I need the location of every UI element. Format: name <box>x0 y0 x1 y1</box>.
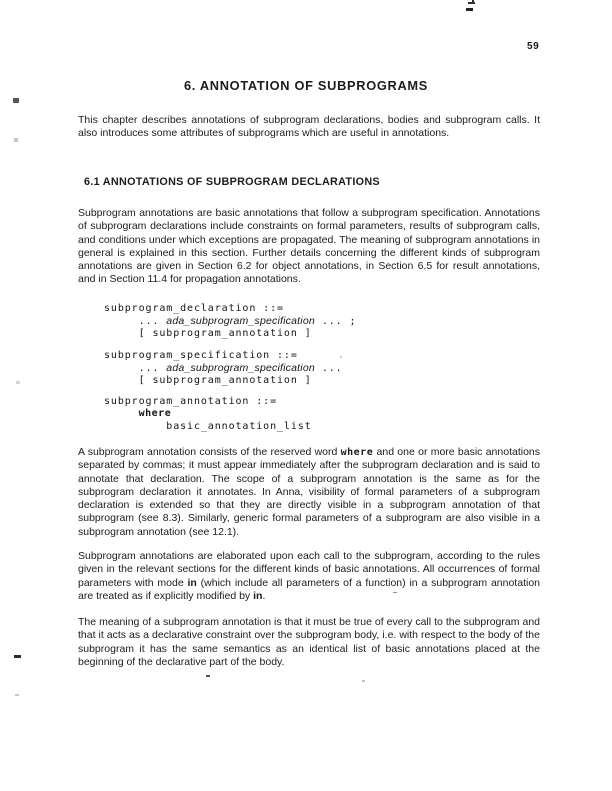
code-segment: [ subprogram_annotation ] <box>104 375 312 387</box>
body-paragraph-annotation-meaning <box>78 446 540 539</box>
scan-artifact <box>472 0 474 3</box>
scan-artifact <box>466 8 473 11</box>
code-segment: subprogram_specification ::= <box>104 349 298 361</box>
chapter-title: 6. ANNOTATION OF SUBPROGRAMS <box>183 78 429 93</box>
text-segment: in <box>187 576 197 589</box>
section-intro-paragraph <box>78 207 540 287</box>
text-segment: where <box>340 447 374 458</box>
body-paragraph-semantics <box>78 616 540 669</box>
syntax-line <box>104 375 356 387</box>
code-segment: ... <box>104 316 167 328</box>
section-heading: 6.1 ANNOTATIONS OF SUBPROGRAM DECLARATIONS <box>84 176 380 188</box>
syntax-line <box>104 396 356 408</box>
code-segment: [ subprogram_annotation ] <box>104 328 312 340</box>
scan-artifact <box>14 138 18 142</box>
syntax-line <box>104 408 356 420</box>
syntax-rule-subprogram-declaration <box>104 303 356 341</box>
code-segment: subprogram_declaration ::= <box>104 303 284 314</box>
scan-artifact <box>14 655 21 658</box>
code-segment: ... <box>314 362 343 374</box>
text-segment: . <box>262 589 266 602</box>
text-segment: This chapter describes annotations of subprogram declarations, bodies and subprogram calls. It also introduces some attributes of subprograms which are useful in annotations. <box>78 114 540 140</box>
scan-artifact <box>15 694 19 696</box>
code-segment: basic_annotation_list <box>104 420 312 432</box>
scan-artifact <box>13 98 19 103</box>
code-segment: ... ; <box>314 316 357 328</box>
syntax-line <box>104 421 356 433</box>
code-segment: ada_subprogram_specification <box>166 361 315 374</box>
scan-artifact <box>16 381 20 384</box>
text-segment: Subprogram annotations are basic annotations that follow a subprogram specification. Annotations of subprogram declarations include constraints on formal parameters, results of subprogram calls, and conditions under which exceptions are propagated. The meaning of subprogram annotations in general is explained in this section. Further details concerning the different kinds of subprogram annotations are given in Section 6.2 for object annotations, in Section 6.5 for result annotations, and in Section 11.4 for propagation annotations. <box>78 207 540 286</box>
syntax-line <box>104 350 356 362</box>
syntax-line <box>104 315 356 328</box>
scan-artifact <box>362 680 365 682</box>
code-segment: subprogram_annotation ::= <box>104 396 278 408</box>
code-segment: ... <box>104 362 167 374</box>
text-segment: A subprogram annotation consists of the reserved word <box>78 446 341 458</box>
syntax-line <box>104 303 356 315</box>
code-segment <box>104 408 139 419</box>
text-segment: and one or more basic annotations separated by commas; it must appear immediately after the subprogram declaration and is said to annotate that declaration. The scope of a subprogram annotation is the same as for the subprogram declaration it annotates. In Anna, visibility of formal parameters of a subprogram declaration is extended so that they are directly visible in a subprogram annotation of that subprogram (see 8.3). Similarly, generic formal parameters of a subprogram are also visible in a subprogram annotation (see 12.1). <box>78 446 541 538</box>
scan-artifact <box>206 675 210 677</box>
intro-paragraph <box>78 114 540 141</box>
text-segment: in <box>253 589 263 602</box>
code-segment: ada_subprogram_specification <box>166 315 315 328</box>
syntax-rule-subprogram-specification <box>104 350 356 388</box>
syntax-rule-subprogram-annotation <box>104 396 356 433</box>
code-segment: where <box>138 408 172 420</box>
text-segment: The meaning of a subprogram annotation is that it must be true of every call to the subprogram and that it acts as a declarative constraint over the subprogram body, i.e. with respect to the body of the subprogram it has the same semantics as an identical list of basic annotations placed at the beginning of the declarative part of the body. <box>78 616 540 668</box>
syntax-line <box>104 362 356 375</box>
text-segment: (which include all parameters of a function) in a subprogram annotation are treated as if explicitly modified by <box>78 576 540 602</box>
page-number: 59 <box>527 41 540 52</box>
syntax-rules-block <box>104 303 356 442</box>
text-segment: Subprogram annotations are elaborated upon each call to the subprogram, according to the rules given in the relevant sections for the different kinds of basic annotations. All occurrences of formal parameters with mode <box>78 550 540 589</box>
syntax-line <box>104 328 356 340</box>
body-paragraph-elaboration-rules <box>78 550 540 603</box>
